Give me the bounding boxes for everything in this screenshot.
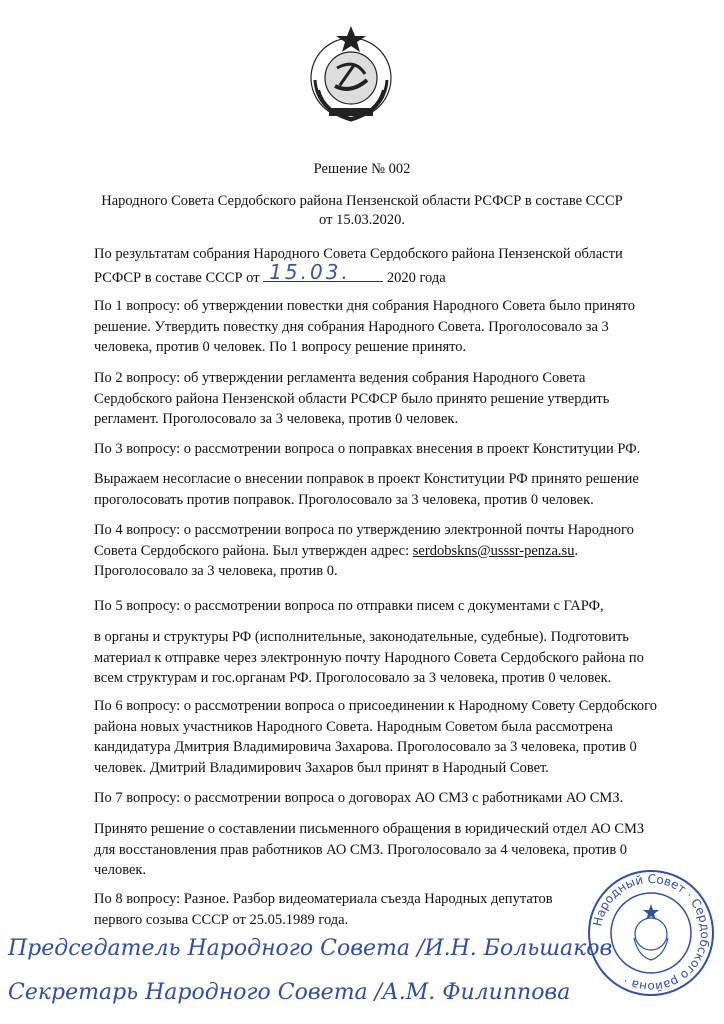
question-3-decision: Выражаем несогласие о внесении поправок в проект Конституции РФ принято решение проголосовать против поправок. Проголосовало за 3 человека, против 0 человек. bbox=[94, 471, 639, 508]
question-4 bbox=[94, 520, 664, 582]
secretary-signature: Секретарь Народного Совета /А.М. Филиппова bbox=[8, 980, 571, 1005]
ussr-emblem-icon bbox=[295, 20, 407, 132]
question-3: По 3 вопросу: о рассмотрении вопроса о поправках внесения в проект Конституции РФ. bbox=[94, 441, 641, 457]
intro-year: 2020 года bbox=[386, 269, 446, 286]
question-8: По 8 вопросу: Разное. Разбор видеоматериала съезда Народных депутатов первого созыва СССР от 25.05.1989 года. bbox=[94, 891, 553, 928]
email-link[interactable]: serdobskns@usssr-penza.su bbox=[412, 542, 575, 559]
chairman-signature: Председатель Народного Совета /И.Н. Большаков bbox=[8, 936, 613, 961]
question-2: По 2 вопросу: об утверждении регламента ведения собрания Народного Совета Сердобского района Пензенской области РСФСР было принято решение утвердить регламент. Проголосовало за 3 человека, против 0 человек. bbox=[94, 370, 610, 427]
question-5: По 5 вопросу: о рассмотрении вопроса по отправки писем с документами с ГАРФ, bbox=[94, 598, 604, 614]
date-blank bbox=[263, 260, 383, 284]
q4-text-end: . Проголосовало за 3 человека, против 0. bbox=[94, 542, 579, 579]
intro-paragraph bbox=[94, 244, 664, 288]
document-title: Решение № 002 bbox=[313, 161, 411, 177]
question-1: По 1 вопросу: об утверждении повестки дня собрания Народного Совета было принято решение. Утвердить повестку дня собрания Народного Совета. Проголосовало за 3 человека, против 0 человек. По 1 вопросу решение принято. bbox=[94, 298, 635, 355]
question-5-decision: в органы и структуры РФ (исполнительные, законодательные, судебные). Подготовить материал к отправке через электронную почту Народного Совета Сердобского района по всем структурам и гос.органам РФ. Проголосовало за 3 человека, против 0 человек. bbox=[94, 629, 644, 686]
question-7: По 7 вопросу: о рассмотрении вопроса о договорах АО СМЗ с работниками АО СМЗ. bbox=[94, 790, 624, 806]
q4-text: По 4 вопросу: о рассмотрении вопроса по утверждению электронной почты Народного Совета Сердобского района. Был утвержден адрес: bbox=[94, 522, 634, 559]
round-stamp-icon bbox=[586, 868, 716, 998]
question-7-decision: Принято решение о составлении письменного обращения в юридический отдел АО СМЗ для восстановления прав работников АО СМЗ. Проголосовало за 4 человека, против 0 человек. bbox=[94, 821, 645, 878]
handwritten-date: 15.03. bbox=[269, 260, 351, 284]
stamp-text: Народный Совет · Сердобского района · bbox=[590, 871, 713, 995]
document-subtitle: Народного Совета Сердобского района Пензенской области РСФСР в составе СССР bbox=[101, 193, 623, 209]
question-6: По 6 вопросу: о рассмотрении вопроса о присоединении к Народному Совету Сердобского района новых участников Народного Совета. Народным Советом была рассмотрена кандидатура Дмитрия Владимировича Захарова. Проголосовало за 3 человека, против 0 человек. Дмитрий Владимирович Захаров был принят в Народный Совет. bbox=[94, 698, 657, 776]
document-date: от 15.03.2020. bbox=[319, 212, 405, 228]
intro-text: По результатам собрания Народного Совета Сердобского района Пензенской области РСФСР в составе СССР от bbox=[94, 246, 623, 286]
